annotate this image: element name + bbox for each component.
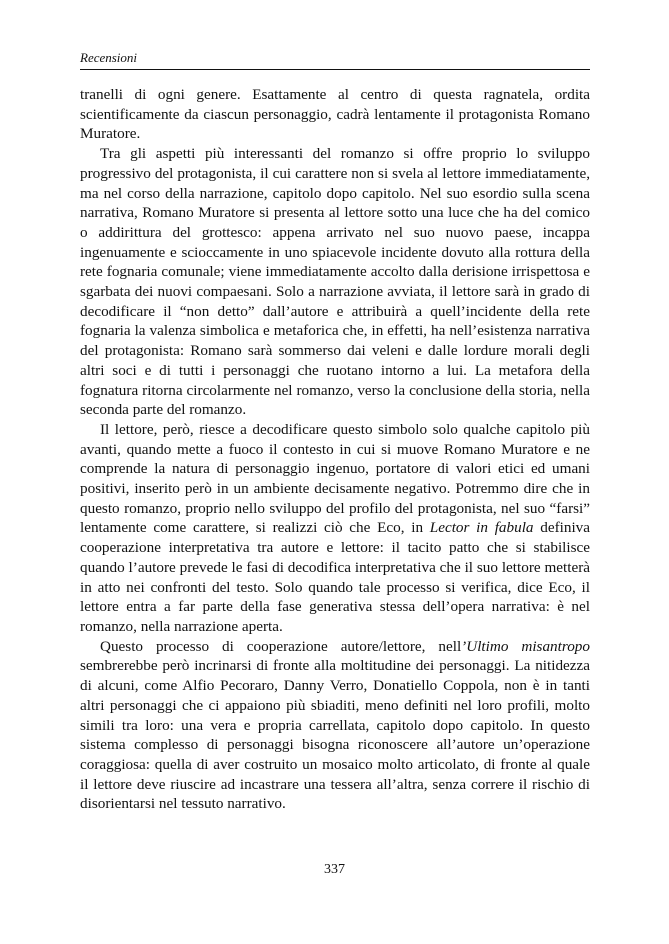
page-header: [80, 50, 590, 70]
body-text: [80, 85, 590, 814]
paragraph-1: [80, 85, 590, 144]
book-title-lector-in-fabula: Lector in fabula: [429, 519, 534, 537]
paragraph-2-text: Tra gli aspetti più interessanti del romanzo si offre proprio lo sviluppo progressivo del protagonista, il cui carattere non si svela al lettore immediatamente, ma nel corso della narrazione, capitolo dopo capitolo. Nel suo esordio sulla scena narrativa, Romano Muratore si presenta al lettore sotto una luce che ha del comico o addirittura del grottesco: appena arrivato nel suo nuovo paese, incappa ingenuamente e scioccamente in uno spiacevole incidente dovuto alla rottura della rete fognaria comunale; viene immediatamente accolto dalla derisione irrispettosa e sgarbata dei nuovi compaesani. Solo a narrazione avviata, il lettore sarà in grado di decodificare il “non detto” dall’autore e attribuirà a quell’incidente della rete fognaria la valenza simbolica e metaforica che, in effetti, ha nell’esistenza narrativa del protagonista: Romano sarà sommerso dai veleni e dalle lordure morali degli altri soci e di tutti i personaggi che ruotano intorno a lui. La metafora della fognatura ritorna circolarmente nel romanzo, verso la conclusione della storia, nella seconda parte del romanzo.: [80, 145, 590, 419]
paragraph-4-text-b: sembrerebbe però incrinarsi di fronte alla moltitudine dei personaggi. La nitidezza di alcuni, come Alfio Pecoraro, Danny Verro, Donatiello Coppola, non è in tanti altri personaggi che ci appaiono più sbiaditi, meno definiti nel loro profili, molto simili tra loro: una vera e propria carrellata, capitolo dopo capitolo. In questo sistema complesso di personaggi bisogna riconoscere all’autore un’operazione coraggiosa: quella di aver costruito un mosaico molto articolato, di fronte al quale il lettore deve riuscire ad incastrare una tessera all’altra, senza correre il rischio di disorientarsi nel tessuto narrativo.: [80, 657, 590, 813]
header-rule: [80, 69, 590, 70]
book-title-ultimo-misantropo: ’Ultimo misantropo: [461, 637, 590, 655]
paragraph-4: [80, 637, 590, 814]
paragraph-3-text-a: Il lettore, però, riesce a decodificare questo simbolo solo qualche capitolo più avanti, quando mette a fuoco il contesto in cui si muove Romano Muratore e ne comprende la natura di personaggio ingenuo, portatore di valori etici ed umani positivi, inserito però in un ambiente decisamente negativo. Potremmo dire che in questo romanzo, proprio nello sviluppo del profilo del protagonista, nel suo “farsi” lentamente come carattere, si realizzi ciò che Eco, in: [80, 420, 590, 537]
paragraph-3-text-b: definiva cooperazione interpretativa tra autore e lettore: il tacito patto che si stabilisce quando l’autore prevede le fasi di decodifica interpretativa che il suo lettore metterà in atto nei confronti del testo. Solo quando tale processo si verifica, dice Eco, il lettore entra a far parte della fase generativa stessa dell’opera narrativa: è nel romanzo, nella narrazione aperta.: [80, 519, 591, 635]
running-head: Recensioni: [80, 50, 138, 65]
paragraph-1-text: tranelli di ogni genere. Esattamente al centro di questa ragnatela, ordita scientificamente da ciascun personaggio, cadrà lentamente il protagonista Romano Muratore.: [80, 86, 590, 143]
paragraph-3: [80, 420, 590, 637]
page-number: 337: [324, 862, 345, 877]
paragraph-2: [80, 144, 590, 420]
paragraph-4-text-a: Questo processo di cooperazione autore/lettore, nell: [100, 637, 462, 655]
